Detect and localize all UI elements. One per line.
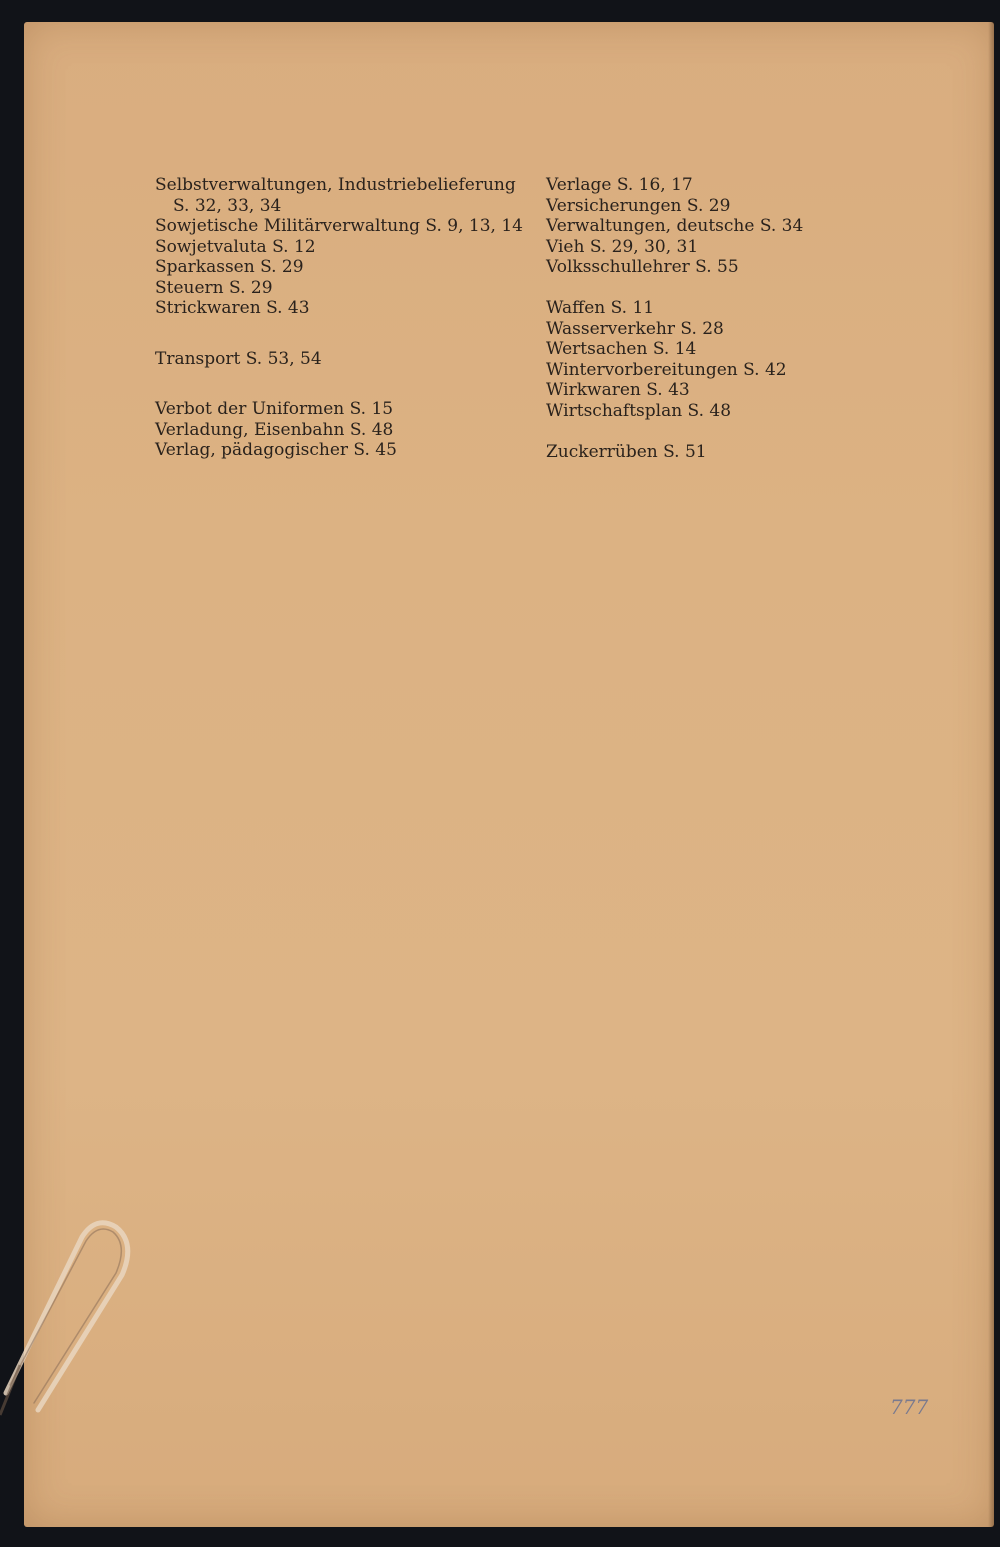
book-page <box>24 22 994 1527</box>
index-entry: Transport S. 53, 54 <box>155 348 322 369</box>
index-entry: Sowjetische Militärverwaltung S. 9, 13, 14 <box>155 216 523 236</box>
index-entry: Wintervorbereitungen S. 42 <box>546 359 787 380</box>
paper-clip-icon <box>0 1215 140 1425</box>
index-entry: Versicherungen S. 29 <box>546 195 731 216</box>
index-entry: Sparkassen S. 29 <box>155 257 304 277</box>
index-entry: Waffen S. 11 <box>546 298 655 318</box>
index-entry: Strickwaren S. 43 <box>155 298 310 318</box>
index-entry: Wirkwaren S. 43 <box>546 380 690 400</box>
index-entry: Verwaltungen, deutsche S. 34 <box>546 216 804 236</box>
index-entry-continuation: S. 32, 33, 34 <box>173 195 282 216</box>
index-entry: Sowjetvaluta S. 12 <box>155 236 316 257</box>
index-entry: Wertsachen S. 14 <box>546 339 697 359</box>
index-entry: Verbot der Uniformen S. 15 <box>155 399 394 419</box>
index-entry: Volksschullehrer S. 55 <box>546 257 739 277</box>
index-entry: Verlag, pädagogischer S. 45 <box>155 440 397 460</box>
index-column-left <box>155 175 535 461</box>
page-number: 777 <box>890 1395 929 1419</box>
index-entry: Selbstverwaltungen, Industriebelieferung <box>155 175 516 195</box>
index-entry: Wasserverkehr S. 28 <box>546 318 724 339</box>
index-column-right <box>546 175 846 462</box>
index-entry: Verladung, Eisenbahn S. 48 <box>155 419 394 440</box>
index-entry: Vieh S. 29, 30, 31 <box>546 236 699 257</box>
index-entry: Zuckerrüben S. 51 <box>546 441 707 462</box>
index-entry: Verlage S. 16, 17 <box>546 175 693 195</box>
index-entry: Wirtschaftsplan S. 48 <box>546 400 732 421</box>
index-entry: Steuern S. 29 <box>155 277 273 298</box>
